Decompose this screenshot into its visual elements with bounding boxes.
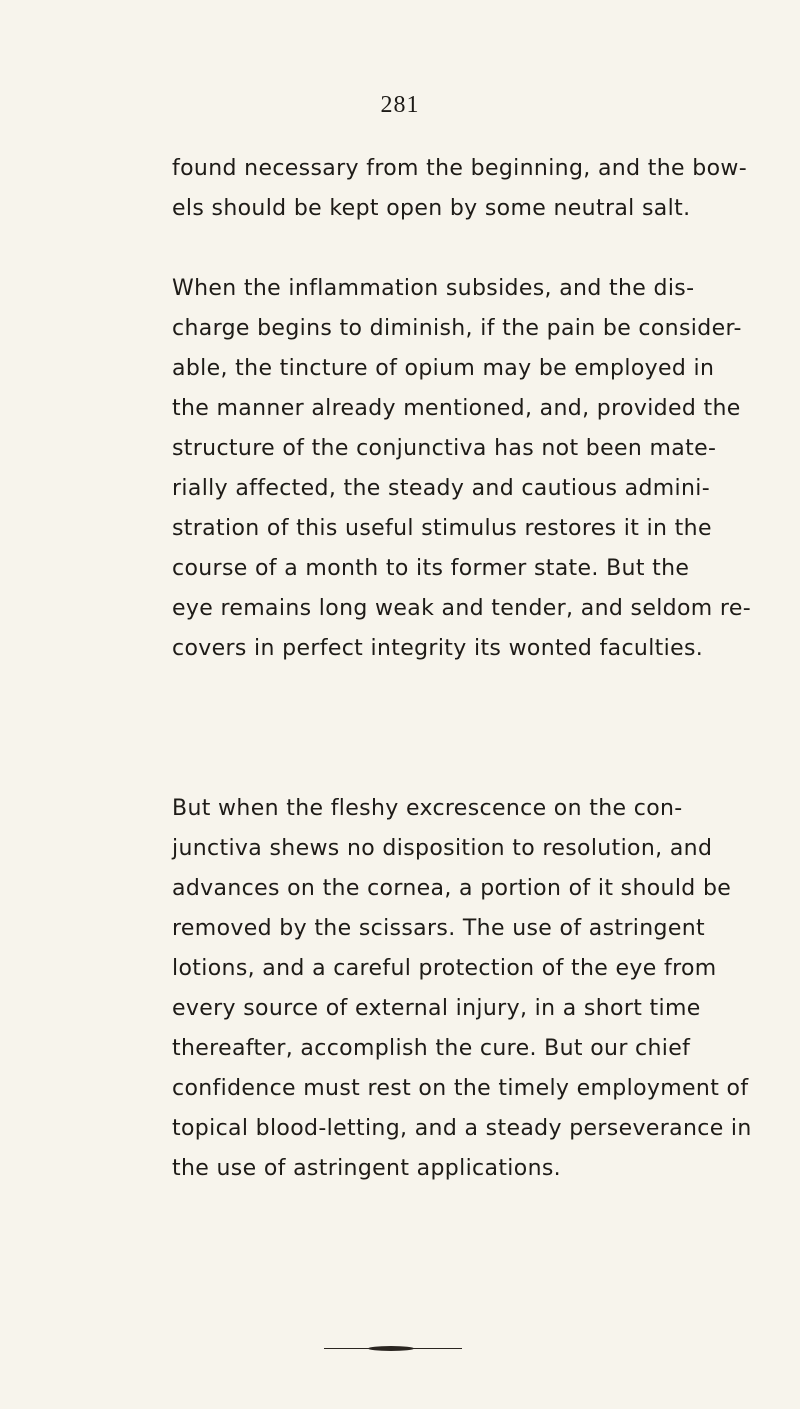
text-line: covers in perfect integrity its wonted faculties. <box>172 636 704 661</box>
text-line: topical blood-letting, and a steady perseverance in <box>172 1116 752 1141</box>
text-line: els should be kept open by some neutral salt. <box>172 196 691 221</box>
text-line: course of a month to its former state. But the <box>172 556 690 581</box>
text-line: junctiva shews no disposition to resolution, and <box>172 836 713 861</box>
paragraph-3 <box>172 789 752 1189</box>
text-line: charge begins to diminish, if the pain be consider- <box>172 316 742 341</box>
text-line: eye remains long weak and tender, and seldom re- <box>172 596 752 621</box>
text-line: But when the fleshy excrescence on the con- <box>172 796 683 821</box>
text-line: rially affected, the steady and cautious admini- <box>172 476 711 501</box>
end-rule-ornament <box>368 1346 414 1351</box>
text-line: the use of astringent applications. <box>172 1156 562 1181</box>
text-line: stration of this useful stimulus restores it in the <box>172 516 712 541</box>
text-line: structure of the conjunctiva has not been mate- <box>172 436 717 461</box>
page-number: 281 <box>380 92 420 118</box>
text-line: thereafter, accomplish the cure. But our chief <box>172 1036 691 1061</box>
paragraph-1 <box>172 149 748 229</box>
text-line: When the inflammation subsides, and the dis- <box>172 276 695 301</box>
paragraph-2 <box>172 269 752 669</box>
text-line: every source of external injury, in a short time <box>172 996 701 1021</box>
text-line: lotions, and a careful protection of the eye from <box>172 956 717 981</box>
text-line: confidence must rest on the timely employment of <box>172 1076 749 1101</box>
text-line: the manner already mentioned, and, provided the <box>172 396 741 421</box>
text-line: advances on the cornea, a portion of it should be <box>172 876 732 901</box>
text-line: found necessary from the beginning, and the bow- <box>172 156 748 181</box>
text-line: able, the tincture of opium may be employed in <box>172 356 715 381</box>
text-line: removed by the scissars. The use of astringent <box>172 916 706 941</box>
